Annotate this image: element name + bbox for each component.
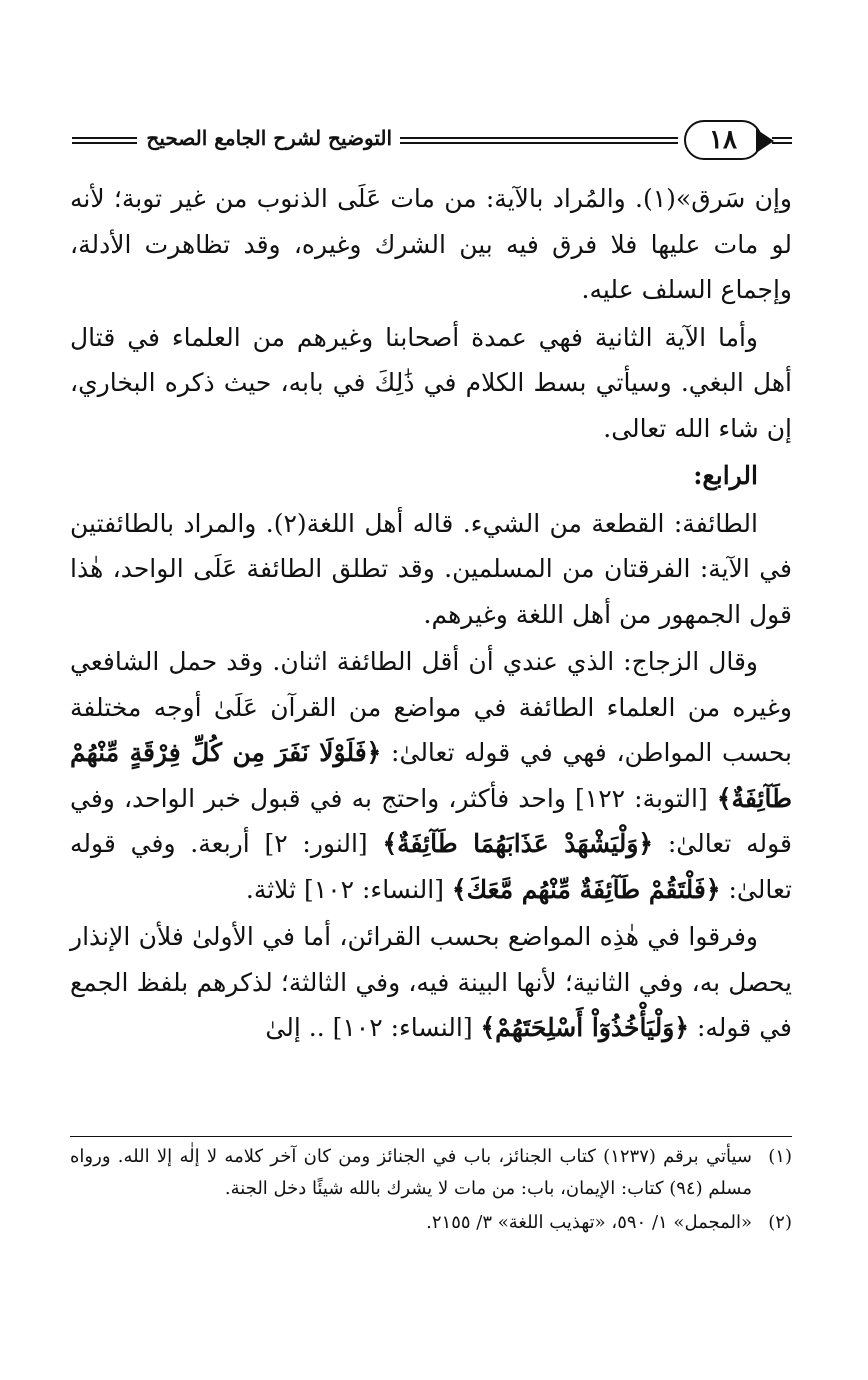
- main-text: [70, 176, 792, 1053]
- header-rule-right: [772, 137, 792, 144]
- footnote-2: [70, 1207, 792, 1239]
- paragraph-2: وأما الآية الثانية فهي عمدة أصحابنا وغيرهم من العلماء في قتال أهل البغي. وسيأتي بسط الكلام في ذَٰلِكَ في بابه، حيث ذكره البخاري، إن شاء الله تعالى.: [70, 322, 792, 443]
- footnote-separator: [70, 1136, 792, 1137]
- section-heading: الرابع:: [693, 461, 758, 490]
- paragraph-4-text-b: [التوبة: ١٢٢] واحد فأكثر، واحتج به في قبول خبر الواحد، وفي قوله تعالىٰ:: [70, 783, 792, 858]
- paragraph-4-text-c: [النور: ٢] أربعة. وفي قوله تعالىٰ:: [70, 829, 792, 904]
- header-rule-left: [72, 137, 137, 144]
- footnote-2-text: «المجمل» ١/ ٥٩٠، «تهذيب اللغة» ٣/ ٢١٥٥.: [426, 1212, 752, 1233]
- paragraph-4-text-d: [النساء: ١٠٢] ثلاثة.: [245, 874, 452, 904]
- paragraph-5-text-a: وفرقوا في هٰذِه المواضع بحسب القرائن، أما في الأولىٰ فلأن الإنذار يحصل به، وفي الثانية؛ لأنها البينة فيه، وفي الثالثة؛ لذكرهم بلفظ الجمع في قوله:: [70, 922, 792, 1042]
- footnote-1-number: (١): [768, 1146, 792, 1167]
- page-header: [72, 118, 792, 168]
- footnote-2-number: (٢): [768, 1212, 792, 1233]
- paragraph-5-text-b: [النساء: ١٠٢] .. إلىٰ: [265, 1013, 481, 1042]
- quran-verse-4: ﴿وَلْيَأْخُذُوٓاْ أَسْلِحَتَهُمْ﴾: [480, 1013, 689, 1042]
- footnote-1-text: سيأتي برقم (١٢٣٧) كتاب الجنائز، باب في الجنائز ومن كان آخر كلامه لا إلٰه إلا الله. ورواه مسلم (٩٤) كتاب: الإيمان، باب: من مات لا يشرك بالله شيئًا دخل الجنة.: [70, 1146, 752, 1199]
- paragraph-3: الطائفة: القطعة من الشيء. قاله أهل اللغة(٢). والمراد بالطائفتين في الآية: الفرقتان من المسلمين. وقد تطلق الطائفة عَلَى الواحد، هٰذا قول الجمهور من أهل اللغة وغيرهم.: [70, 508, 792, 629]
- page-number: ١٨: [684, 120, 762, 160]
- quran-verse-3: ﴿فَلْتَقُمْ طَآئِفَةٌ مِّنْهُم مَّعَكَ﴾: [451, 874, 721, 904]
- paragraph-5: [70, 914, 792, 1051]
- quran-verse-2: ﴿وَلْيَشْهَدْ عَذَابَهُمَا طَآئِفَةٌ﴾: [382, 829, 654, 858]
- header-rule-middle: [400, 137, 678, 144]
- paragraph-4: [70, 639, 792, 912]
- running-title: التوضيح لشرح الجامع الصحيح: [146, 126, 392, 150]
- footnote-1: [70, 1141, 792, 1205]
- footnotes: [70, 1136, 792, 1239]
- paragraph-4-text-a: وقال الزجاج: الذي عندي أن أقل الطائفة اثنان. وقد حمل الشافعي وغيره من العلماء الطائفة في مواضع من القرآن عَلَىٰ أوجه مختلفة بحسب المواطن، فهي في قوله تعالىٰ:: [70, 647, 793, 767]
- paragraph-1: وإن سَرق»(١). والمُراد بالآية: من مات عَلَى الذنوب من غير توبة؛ لأنه لو مات عليها فلا فرق فيه بين الشرك وغيره، وقد تظاهرت الأدلة، وإجماع السلف عليه.: [70, 184, 792, 304]
- quran-verse-1: ﴿فَلَوْلَا نَفَرَ مِن كُلِّ فِرْقَةٍ مِّنْهُمْ طَآئِفَةٌ﴾: [70, 738, 792, 813]
